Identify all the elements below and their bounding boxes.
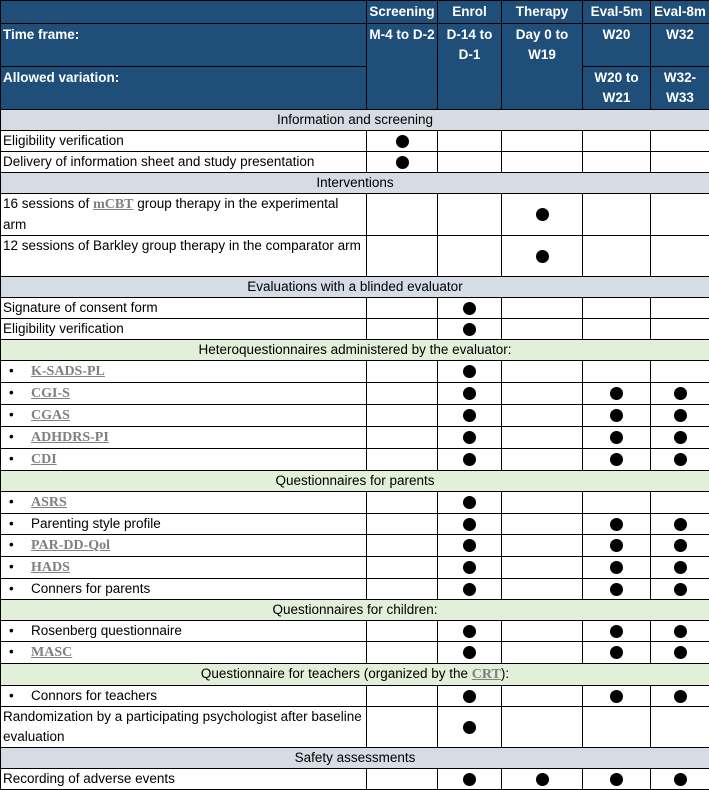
table-row [1, 686, 709, 707]
scheduled-dot-icon [463, 625, 476, 638]
scheduled-dot-icon [610, 773, 623, 786]
bullet-icon: • [9, 579, 14, 599]
cell-screening [367, 194, 438, 236]
table-row [1, 152, 709, 173]
cell-eval-8m [651, 194, 709, 236]
scheduled-dot-icon [463, 387, 476, 400]
cell-eval-5m [583, 449, 651, 471]
activity-cell [1, 514, 367, 535]
scheduled-dot-icon [463, 690, 476, 703]
table-row [1, 319, 709, 340]
activity-cell [1, 383, 367, 405]
section-header-row [1, 110, 709, 131]
section-header-row [1, 277, 709, 298]
scheduled-dot-icon [463, 518, 476, 531]
cell-eval-5m [583, 298, 651, 319]
activity-cell [1, 642, 367, 664]
activity-label: Randomization by a participating psychologist after baseline evaluation [3, 709, 362, 744]
cell-eval-5m [583, 405, 651, 427]
section-header-row [1, 600, 709, 621]
cell-enrol [438, 236, 502, 277]
cell-eval-8m [651, 131, 709, 152]
activity-cell [1, 298, 367, 319]
scheduled-dot-icon [463, 431, 476, 444]
cell-enrol [438, 621, 502, 642]
activity-label: Signature of consent form [3, 300, 158, 315]
cell-therapy [502, 769, 583, 790]
table-row [1, 579, 709, 600]
cell-eval-8m [651, 449, 709, 471]
col-therapy: Therapy [502, 1, 583, 24]
bullet-icon: • [9, 514, 14, 534]
abbreviation-link[interactable]: CGI-S [31, 386, 70, 401]
cell-eval-8m [651, 535, 709, 557]
cell-screening [367, 405, 438, 427]
cell-enrol [438, 686, 502, 707]
table-row [1, 642, 709, 664]
cell-enrol [438, 361, 502, 383]
cell-screening [367, 621, 438, 642]
cell-eval-5m [583, 383, 651, 405]
activity-cell [1, 686, 367, 707]
scheduled-dot-icon [610, 387, 623, 400]
scheduled-dot-icon [674, 409, 687, 422]
section-title-text: Information and screening [277, 112, 433, 127]
abbreviation-link[interactable]: ADHDRS-PI [31, 430, 109, 445]
time-frame-enrol: D-14 to D-1 [438, 24, 502, 110]
activity-cell [1, 557, 367, 579]
cell-screening [367, 642, 438, 664]
activity-label: Recording of adverse events [3, 771, 175, 786]
cell-eval-5m [583, 492, 651, 514]
cell-eval-8m [651, 686, 709, 707]
table-row [1, 427, 709, 449]
table-header [1, 1, 709, 110]
cell-therapy [502, 319, 583, 340]
scheduled-dot-icon [674, 773, 687, 786]
scheduled-dot-icon [463, 496, 476, 509]
cell-eval-5m [583, 319, 651, 340]
cell-therapy [502, 535, 583, 557]
activity-cell [1, 579, 367, 600]
cell-eval-5m [583, 152, 651, 173]
time-frame-eval-5m: W20 [583, 24, 651, 67]
scheduled-dot-icon [463, 773, 476, 786]
cell-eval-5m [583, 707, 651, 748]
variation-eval-5m: W20 to W21 [583, 67, 651, 110]
table-row [1, 621, 709, 642]
col-eval-5m: Eval-5m [583, 1, 651, 24]
cell-eval-8m [651, 152, 709, 173]
cell-therapy [502, 383, 583, 405]
section-header-row [1, 664, 709, 686]
section-title [1, 748, 709, 769]
scheduled-dot-icon [463, 302, 476, 315]
cell-screening [367, 769, 438, 790]
bullet-icon: • [9, 383, 14, 403]
abbreviation-link[interactable]: CRT [472, 667, 501, 682]
table-row [1, 131, 709, 152]
section-title-text: Questionnaires for children: [272, 602, 437, 617]
cell-eval-8m [651, 298, 709, 319]
bullet-icon: • [9, 642, 14, 662]
cell-screening [367, 557, 438, 579]
cell-enrol [438, 194, 502, 236]
cell-enrol [438, 579, 502, 600]
activity-cell [1, 152, 367, 173]
cell-therapy [502, 557, 583, 579]
cell-screening [367, 383, 438, 405]
scheduled-dot-icon [463, 365, 476, 378]
activity-cell [1, 236, 367, 277]
section-title-text: Questionnaires for parents [275, 473, 434, 488]
cell-eval-5m [583, 236, 651, 277]
scheduled-dot-icon [610, 518, 623, 531]
cell-screening [367, 152, 438, 173]
cell-screening [367, 535, 438, 557]
cell-enrol [438, 769, 502, 790]
section-title-text: Questionnaire for teachers (organized by the [201, 666, 472, 681]
table-row [1, 405, 709, 427]
cell-therapy [502, 194, 583, 236]
section-header-row [1, 173, 709, 194]
cell-eval-8m [651, 769, 709, 790]
section-title [1, 173, 709, 194]
cell-therapy [502, 152, 583, 173]
activity-cell [1, 707, 367, 748]
cell-eval-5m [583, 131, 651, 152]
cell-eval-8m [651, 405, 709, 427]
section-title-text: ): [501, 666, 509, 681]
scheduled-dot-icon [396, 135, 409, 148]
scheduled-dot-icon [674, 539, 687, 552]
scheduled-dot-icon [674, 646, 687, 659]
bullet-icon: • [9, 427, 14, 447]
scheduled-dot-icon [463, 583, 476, 596]
activity-cell [1, 194, 367, 236]
bullet-icon: • [9, 535, 14, 555]
cell-therapy [502, 707, 583, 748]
cell-therapy [502, 361, 583, 383]
cell-eval-5m [583, 579, 651, 600]
scheduled-dot-icon [536, 773, 549, 786]
scheduled-dot-icon [463, 561, 476, 574]
time-frame-label: Time frame: [1, 24, 367, 67]
cell-enrol [438, 642, 502, 664]
cell-eval-5m [583, 535, 651, 557]
activity-cell [1, 131, 367, 152]
abbreviation-link[interactable]: CDI [31, 452, 57, 467]
cell-screening [367, 492, 438, 514]
cell-enrol [438, 557, 502, 579]
cell-enrol [438, 427, 502, 449]
table-row [1, 707, 709, 748]
cell-therapy [502, 514, 583, 535]
cell-enrol [438, 152, 502, 173]
cell-eval-8m [651, 707, 709, 748]
cell-eval-5m [583, 621, 651, 642]
scheduled-dot-icon [610, 690, 623, 703]
table-row [1, 449, 709, 471]
activity-cell [1, 361, 367, 383]
abbreviation-link[interactable]: MASC [31, 645, 72, 660]
cell-screening [367, 707, 438, 748]
cell-screening [367, 514, 438, 535]
table-row [1, 535, 709, 557]
activity-label: group therapy in the experimental arm [3, 196, 338, 232]
cell-enrol [438, 449, 502, 471]
scheduled-dot-icon [536, 250, 549, 263]
scheduled-dot-icon [463, 539, 476, 552]
activity-cell [1, 319, 367, 340]
cell-screening [367, 449, 438, 471]
cell-eval-8m [651, 514, 709, 535]
cell-screening [367, 236, 438, 277]
cell-eval-8m [651, 642, 709, 664]
cell-screening [367, 427, 438, 449]
section-title [1, 110, 709, 131]
section-header-row [1, 340, 709, 361]
activity-cell [1, 405, 367, 427]
activity-label: Eligibility verification [3, 321, 124, 336]
scheduled-dot-icon [463, 453, 476, 466]
abbreviation-link[interactable]: ASRS [31, 495, 67, 510]
scheduled-dot-icon [463, 323, 476, 336]
table-row [1, 236, 709, 277]
scheduled-dot-icon [674, 518, 687, 531]
section-header-row [1, 748, 709, 769]
cell-eval-8m [651, 361, 709, 383]
variation-label: Allowed variation: [1, 67, 367, 110]
table-row [1, 769, 709, 790]
scheduled-dot-icon [610, 625, 623, 638]
abbreviation-link[interactable]: K-SADS-PL [31, 364, 105, 379]
cell-eval-8m [651, 383, 709, 405]
cell-eval-8m [651, 427, 709, 449]
cell-therapy [502, 427, 583, 449]
cell-therapy [502, 236, 583, 277]
activity-label: Eligibility verification [3, 133, 124, 148]
activity-label: Conners for parents [31, 581, 150, 596]
cell-enrol [438, 131, 502, 152]
header-corner [1, 1, 367, 24]
section-title [1, 664, 709, 686]
cell-screening [367, 361, 438, 383]
bullet-icon: • [9, 557, 14, 577]
activity-label: 16 sessions of [3, 196, 93, 211]
abbreviation-link[interactable]: mCBT [93, 197, 133, 212]
section-title [1, 600, 709, 621]
scheduled-dot-icon [610, 646, 623, 659]
table-row [1, 361, 709, 383]
cell-therapy [502, 405, 583, 427]
cell-enrol [438, 319, 502, 340]
time-frame-eval-8m: W32 [651, 24, 709, 67]
cell-eval-8m [651, 236, 709, 277]
cell-enrol [438, 383, 502, 405]
activity-label: Delivery of information sheet and study presentation [3, 154, 314, 169]
scheduled-dot-icon [674, 625, 687, 638]
cell-eval-8m [651, 492, 709, 514]
table-row [1, 492, 709, 514]
scheduled-dot-icon [536, 208, 549, 221]
activity-cell [1, 492, 367, 514]
scheduled-dot-icon [610, 453, 623, 466]
col-enrol: Enrol [438, 1, 502, 24]
abbreviation-link[interactable]: HADS [31, 560, 70, 575]
cell-therapy [502, 131, 583, 152]
section-title-text: Evaluations with a blinded evaluator [247, 279, 462, 294]
scheduled-dot-icon [674, 431, 687, 444]
section-title [1, 277, 709, 298]
variation-eval-8m: W32-W33 [651, 67, 709, 110]
scheduled-dot-icon [674, 690, 687, 703]
activity-label: 12 sessions of Barkley group therapy in the comparator arm [3, 238, 361, 253]
cell-eval-8m [651, 557, 709, 579]
section-title-text: Heteroquestionnaires administered by the evaluator: [199, 342, 512, 357]
cell-therapy [502, 492, 583, 514]
table-row [1, 514, 709, 535]
section-title-text: Safety assessments [295, 750, 416, 765]
table-row [1, 557, 709, 579]
scheduled-dot-icon [674, 453, 687, 466]
col-eval-8m: Eval-8m [651, 1, 709, 24]
bullet-icon: • [9, 449, 14, 469]
section-title [1, 340, 709, 361]
bullet-icon: • [9, 492, 14, 512]
scheduled-dot-icon [463, 646, 476, 659]
activity-cell [1, 427, 367, 449]
scheduled-dot-icon [610, 409, 623, 422]
bullet-icon: • [9, 405, 14, 425]
cell-eval-5m [583, 686, 651, 707]
cell-enrol [438, 514, 502, 535]
cell-screening [367, 579, 438, 600]
activity-cell [1, 535, 367, 557]
activity-cell [1, 621, 367, 642]
table-body [1, 110, 709, 790]
scheduled-dot-icon [674, 561, 687, 574]
cell-enrol [438, 298, 502, 319]
cell-screening [367, 298, 438, 319]
cell-eval-5m [583, 427, 651, 449]
activity-label: Parenting style profile [31, 516, 161, 531]
cell-eval-8m [651, 621, 709, 642]
activity-cell [1, 769, 367, 790]
col-screening: Screening [367, 1, 438, 24]
cell-therapy [502, 686, 583, 707]
cell-enrol [438, 707, 502, 748]
cell-screening [367, 131, 438, 152]
activity-cell [1, 449, 367, 471]
cell-screening [367, 686, 438, 707]
table-row [1, 298, 709, 319]
bullet-icon: • [9, 361, 14, 381]
activity-label: Rosenberg questionnaire [31, 623, 182, 638]
cell-screening [367, 319, 438, 340]
cell-enrol [438, 492, 502, 514]
cell-enrol [438, 405, 502, 427]
scheduled-dot-icon [674, 387, 687, 400]
cell-therapy [502, 621, 583, 642]
scheduled-dot-icon [610, 431, 623, 444]
time-frame-therapy: Day 0 to W19 [502, 24, 583, 110]
section-header-row [1, 471, 709, 492]
table-row [1, 194, 709, 236]
scheduled-dot-icon [396, 156, 409, 169]
cell-therapy [502, 579, 583, 600]
scheduled-dot-icon [610, 561, 623, 574]
cell-therapy [502, 298, 583, 319]
cell-eval-8m [651, 579, 709, 600]
cell-therapy [502, 642, 583, 664]
scheduled-dot-icon [610, 539, 623, 552]
abbreviation-link[interactable]: CGAS [31, 408, 70, 423]
cell-eval-5m [583, 194, 651, 236]
cell-eval-8m [651, 319, 709, 340]
scheduled-dot-icon [463, 409, 476, 422]
cell-eval-5m [583, 642, 651, 664]
section-title [1, 471, 709, 492]
bullet-icon: • [9, 621, 14, 641]
cell-therapy [502, 449, 583, 471]
cell-eval-5m [583, 514, 651, 535]
cell-eval-5m [583, 557, 651, 579]
abbreviation-link[interactable]: PAR-DD-Qol [31, 538, 110, 553]
cell-eval-5m [583, 361, 651, 383]
scheduled-dot-icon [674, 583, 687, 596]
scheduled-dot-icon [463, 721, 476, 734]
table-row [1, 383, 709, 405]
section-title-text: Interventions [316, 175, 393, 190]
time-frame-screening: M-4 to D-2 [367, 24, 438, 110]
cell-eval-5m [583, 769, 651, 790]
cell-enrol [438, 535, 502, 557]
activity-label: Connors for teachers [31, 688, 157, 703]
scheduled-dot-icon [610, 583, 623, 596]
bullet-icon: • [9, 686, 14, 706]
